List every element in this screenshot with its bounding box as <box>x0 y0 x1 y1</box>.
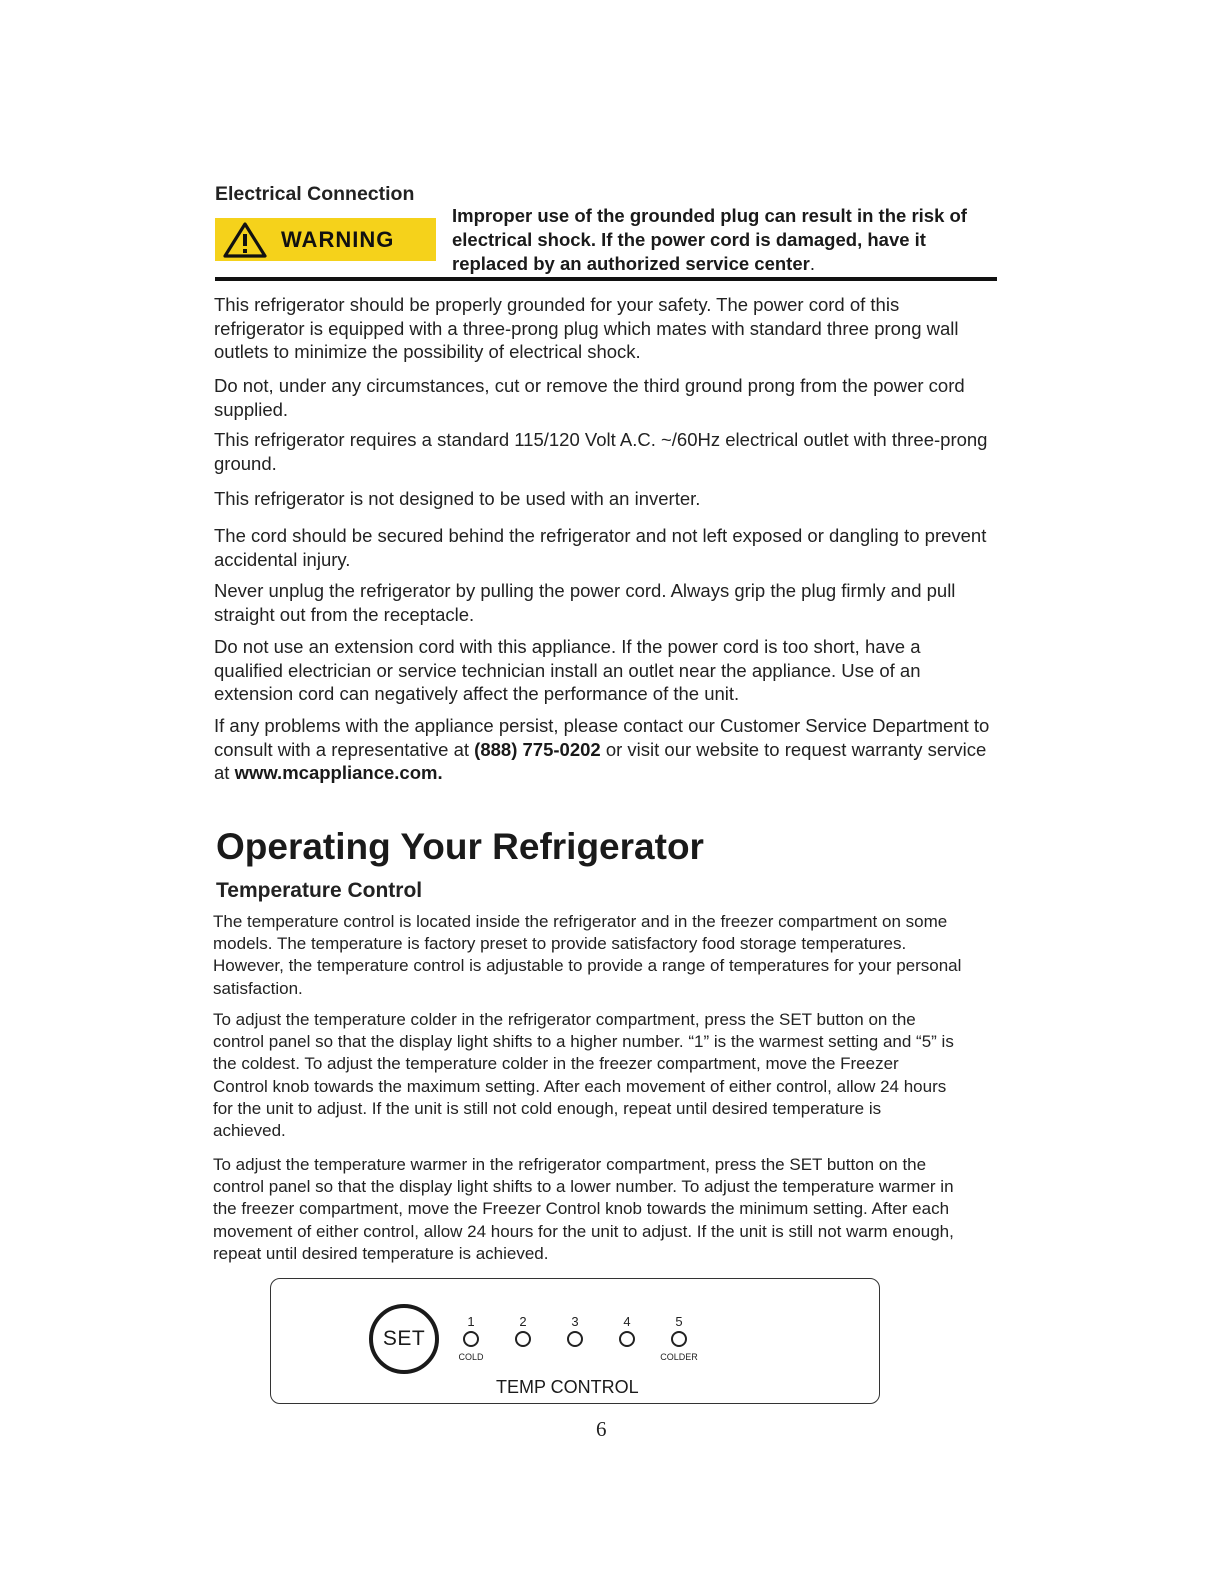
paragraph-unplug: Never unplug the refrigerator by pulling the power cord. Always grip the plug firmly and pull straight out from the receptacle. <box>214 580 956 625</box>
contact-text: If any problems with the appliance persist, please contact our Customer Service Department to consult with a representative at <box>214 715 990 760</box>
level-1-number: 1 <box>467 1314 475 1329</box>
paragraph-extension-cord: Do not use an extension cord with this appliance. If the power cord is too short, have a qualified electrician or service technician install an outlet near the appliance. Use of an extension cord can negatively affect the performance of the unit. <box>214 636 921 704</box>
colder-label: COLDER <box>660 1352 698 1362</box>
level-3-number: 3 <box>571 1314 579 1329</box>
level-4-number: 4 <box>623 1314 631 1329</box>
contact-website: www.mcappliance.com. <box>234 762 443 783</box>
contact-phone: (888) 775-0202 <box>474 738 601 760</box>
paragraph-outlet-requirement: This refrigerator requires a standard 115/120 Volt A.C. ~/60Hz electrical outlet with three-prong ground. <box>214 429 988 474</box>
paragraph-cord-secured: The cord should be secured behind the refrigerator and not left exposed or dangling to prevent accidental injury. <box>214 525 987 570</box>
section-title-electrical-connection: Electrical Connection <box>215 183 415 205</box>
level-4-indicator-light <box>619 1331 635 1347</box>
level-2-number: 2 <box>519 1314 527 1329</box>
level-5-indicator-light <box>671 1331 687 1347</box>
page-number: 6 <box>596 1417 607 1441</box>
level-2-indicator-light <box>515 1331 531 1347</box>
paragraph-grounding: This refrigerator should be properly grounded for your safety. The power cord of this refrigerator is equipped with a three-prong plug which mates with standard three prong wall outlets to minimize the possibility of electrical shock. <box>214 294 959 362</box>
paragraph-ground-prong: Do not, under any circumstances, cut or remove the third ground prong from the power cord supplied. <box>214 375 965 420</box>
warning-message <box>452 204 997 276</box>
level-1-indicator-light <box>463 1331 479 1347</box>
heading-operating-your-refrigerator: Operating Your Refrigerator <box>216 826 704 867</box>
paragraph-inverter: This refrigerator is not designed to be used with an inverter. <box>214 488 701 509</box>
paragraph-adjust-warmer: To adjust the temperature warmer in the refrigerator compartment, press the SET button on the control panel so that the display light shifts to a lower number. To adjust the temperature warmer in the freezer compartment, move the Freezer Control knob towards the minimum setting. After each movement of either control, allow 24 hours for the unit to adjust. If the unit is still not warm enough, repeat until desired temperature is achieved. <box>213 1155 954 1263</box>
level-5-number: 5 <box>675 1314 683 1329</box>
paragraph-adjust-colder: To adjust the temperature colder in the refrigerator compartment, press the SET button on the control panel so that the display light shifts to a higher number. “1” is the warmest setting and “5” is the coldest. To adjust the temperature colder in the freezer compartment, move the Freezer Control knob towards the maximum setting. After each movement of either control, allow 24 hours for the unit to adjust. If the unit is still not cold enough, repeat until desired temperature is achieved. <box>213 1010 954 1141</box>
warning-triangle-icon <box>223 222 267 258</box>
contact-text-2: or visit our website to request warranty service at <box>214 738 987 783</box>
warning-period: . <box>809 253 815 274</box>
warning-badge <box>215 218 436 261</box>
set-button[interactable]: SET <box>369 1304 439 1374</box>
level-3-indicator-light <box>567 1331 583 1347</box>
warning-label: WARNING <box>281 226 395 252</box>
subheading-temperature-control: Temperature Control <box>216 879 423 902</box>
temp-control-label: TEMP CONTROL <box>496 1377 639 1397</box>
warning-divider <box>215 277 997 281</box>
cold-label: COLD <box>458 1352 484 1362</box>
paragraph-temperature-intro: The temperature control is located inside the refrigerator and in the freezer compartment on some models. The temperature is factory preset to provide satisfactory food storage temperatures. However, the temperature control is adjustable to provide a range of temperatures for your personal satisfaction. <box>213 912 962 998</box>
warning-text: Improper use of the grounded plug can result in the risk of electrical shock. If the power cord is damaged, have it replaced by an authorized service center <box>452 205 967 274</box>
paragraph-contact <box>214 714 994 785</box>
